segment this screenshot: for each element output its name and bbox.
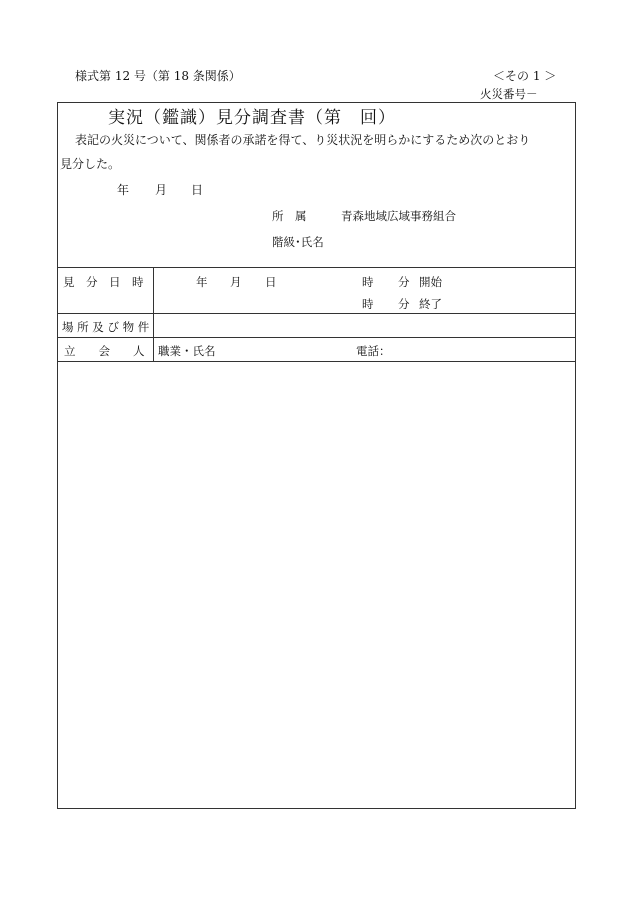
date-year-label: 年 — [117, 183, 130, 197]
intro-text-line2: 見分した。 — [60, 157, 121, 171]
inspection-year-label: 年 — [196, 275, 208, 289]
date-month-label: 月 — [155, 183, 168, 197]
form-number: 様式第 12 号（第 18 条関係） — [75, 69, 241, 83]
location-label: 場 所 及 び 物 件 — [62, 320, 150, 334]
inspection-datetime-label: 見 分 日 時 — [63, 275, 144, 289]
label-column-divider — [153, 267, 154, 361]
inspection-month-label: 月 — [230, 275, 242, 289]
witness-label: 立 会 人 — [64, 344, 145, 358]
divider-datetime-location — [57, 313, 576, 314]
witness-occupation-name-label: 職業・氏名 — [158, 344, 216, 358]
divider-header-table — [57, 267, 576, 268]
start-minute-label: 分 — [398, 275, 410, 289]
end-minute-label: 分 — [398, 297, 410, 311]
divider-location-witness — [57, 337, 576, 338]
affiliation-value: 青森地域広域事務組合 — [341, 209, 456, 223]
rank-name-label: 階級･氏名 — [272, 235, 324, 249]
intro-text-line1: 表記の火災について、関係者の承諾を得て、り災状況を明らかにするため次のとおり — [75, 133, 531, 147]
date-day-label: 日 — [191, 183, 204, 197]
inspection-day-label: 日 — [265, 275, 277, 289]
end-label: 終了 — [419, 297, 442, 311]
witness-phone-label: 電話： — [356, 344, 391, 358]
start-label: 開始 — [419, 275, 442, 289]
start-hour-label: 時 — [362, 275, 374, 289]
page-marker: ＜その 1 ＞ — [493, 69, 557, 83]
form-title: 実況（鑑識）見分調査書（第 回） — [108, 108, 396, 128]
findings-body-area — [58, 362, 575, 808]
end-hour-label: 時 — [362, 297, 374, 311]
fire-number-label: 火災番号－ — [480, 87, 538, 101]
affiliation-label: 所 属 — [272, 209, 307, 223]
